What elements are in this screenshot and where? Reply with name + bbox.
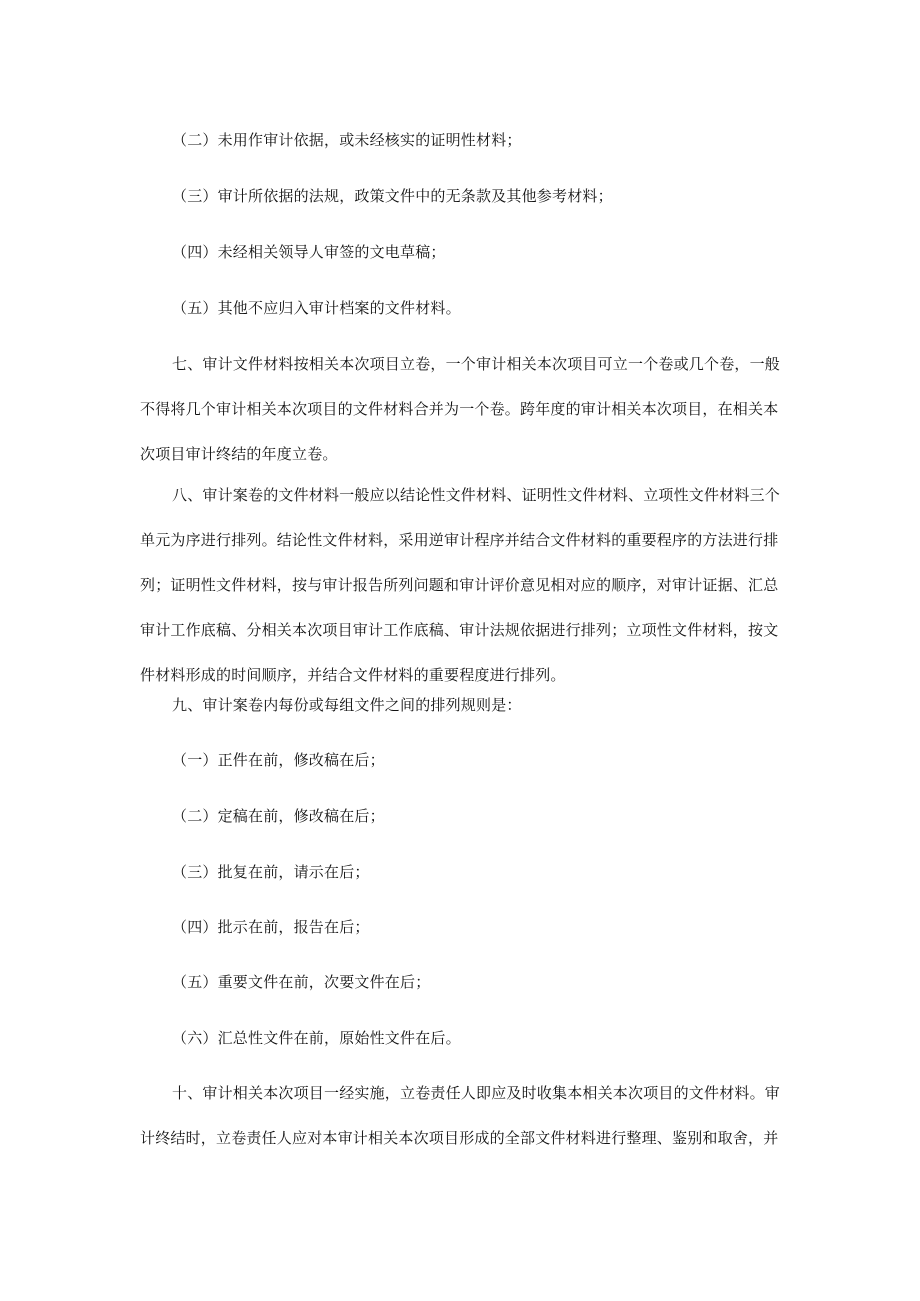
list-item: （五）其他不应归入审计档案的文件材料。 [172, 299, 461, 317]
paragraph-line: 次项目审计终结的年度立卷。 [140, 445, 338, 463]
paragraph-nine-heading: 九、审计案卷内每份或每组文件之间的排列规则是： [172, 696, 522, 714]
list-item: （一）正件在前，修改稿在后； [172, 751, 385, 769]
paragraph-line: 件材料形成的时间顺序，并结合文件材料的重要程度进行排列。 [140, 666, 566, 684]
paragraph-line: 计终结时，立卷责任人应对本审计相关本次项目形成的全部文件材料进行整理、鉴别和取舍，并 [140, 1129, 779, 1147]
paragraph-seven [140, 354, 790, 464]
list-item: （三）批复在前，请示在后； [172, 863, 370, 881]
paragraph-line: 七、审计文件材料按相关本次项目立卷，一个审计相关本次项目可立一个卷或几个卷，一般 [172, 355, 781, 373]
paragraph-line: 不得将几个审计相关本次项目的文件材料合并为一个卷。跨年度的审计相关本次项目，在相关本 [140, 400, 779, 418]
paragraph-line: 列；证明性文件材料，按与审计报告所列问题和审计评价意见相对应的顺序，对审计证据、汇总 [140, 576, 779, 594]
paragraph-line: 单元为序进行排列。结论性文件材料，采用逆审计程序并结合文件材料的重要程序的方法进行排 [140, 531, 779, 549]
list-item: （二）定稿在前，修改稿在后； [172, 807, 385, 825]
list-item: （五）重要文件在前，次要文件在后； [172, 973, 431, 991]
paragraph-eight [140, 485, 790, 685]
paragraph-ten [140, 1083, 790, 1148]
paragraph-line: 十、审计相关本次项目一经实施，立卷责任人即应及时收集本相关本次项目的文件材料。审 [172, 1084, 781, 1102]
list-item: （三）审计所依据的法规，政策文件中的无条款及其他参考材料； [172, 187, 613, 205]
list-item: （六）汇总性文件在前，原始性文件在后。 [172, 1029, 461, 1047]
paragraph-line: 八、审计案卷的文件材料一般应以结论性文件材料、证明性文件材料、立项性文件材料三个 [172, 486, 781, 504]
list-item: （二）未用作审计依据，或未经核实的证明性材料； [172, 131, 522, 149]
paragraph-line: 审计工作底稿、分相关本次项目审计工作底稿、审计法规依据进行排列；立项性文件材料，按文 [140, 621, 779, 639]
list-item: （四）未经相关领导人审签的文电草稿； [172, 243, 446, 261]
list-item: （四）批示在前，报告在后； [172, 918, 370, 936]
